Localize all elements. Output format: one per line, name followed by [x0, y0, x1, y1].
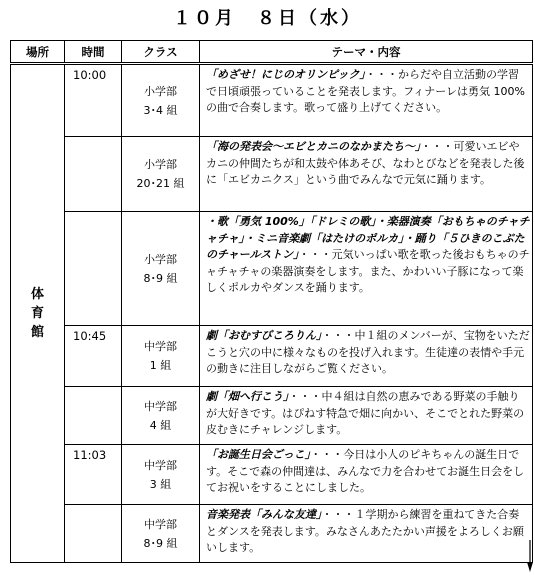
class-group: 8･9 組	[143, 536, 178, 550]
theme-body: ・・・今日は小人のピキちゃんの誕生日です。そこで森の仲間達は、みんなで力を合わせてお誕生日会をしてお祝いをすることにしました。	[206, 448, 525, 494]
class-group: 8･9 組	[143, 271, 178, 285]
schedule-table	[10, 40, 533, 563]
class-group: 4 組	[149, 418, 172, 432]
theme-body: ・・・中４組は自然の恵みである野菜の手触りが大好きです。はぴねす特急で畑に向かい、そこでとれた野菜の皮むきにチャレンジします。	[206, 390, 525, 436]
header-row	[11, 41, 533, 64]
theme-title: 「海の発表会～エビとカニのなかまたち～」	[206, 140, 421, 153]
theme-title: 音楽発表「みんな友達」	[206, 508, 322, 521]
class-cell	[122, 212, 200, 326]
class-cell	[122, 137, 200, 212]
class-group: 3･4 組	[143, 103, 178, 117]
theme-cell	[200, 137, 533, 212]
class-cell	[122, 326, 200, 387]
theme-cell	[200, 387, 533, 445]
location-label: 体 育 館	[30, 287, 44, 340]
class-group: 1 組	[149, 359, 172, 372]
class-group: 3 組	[149, 477, 172, 491]
table-row	[11, 137, 533, 212]
table-row	[11, 212, 533, 326]
table-row	[11, 326, 533, 387]
theme-body: ・・・からだや自立活動の学習で日頃頑張っていることを発表します。フィナーレは勇気 100%の曲で合奏します。歌って盛り上げてください。	[206, 68, 525, 114]
theme-title: ・歌「勇気 100%」「ドレミの歌」・楽器演奏「おもちゃのチャチャチャ」・ミニ音楽劇「はたけのポルカ」・踊り「５ひきのこぶたのチャールストン」	[206, 215, 530, 261]
theme-body: ・・・１学期から練習を重ねてきた合奏とダンスを発表します。みなさんあたたかい声援をよろしくお願いします。	[206, 508, 524, 554]
class-cell	[122, 445, 200, 505]
theme-cell	[200, 326, 533, 387]
theme-cell	[200, 505, 533, 563]
class-cell	[122, 64, 200, 137]
location-cell	[11, 64, 65, 563]
class-group: 20･21 組	[136, 177, 185, 190]
time-cell	[65, 505, 122, 563]
class-cell	[122, 505, 200, 563]
theme-cell	[200, 212, 533, 326]
table-row	[11, 505, 533, 563]
theme-title: 劇「畑へ行こう」	[206, 390, 289, 403]
theme-cell	[200, 64, 533, 137]
time-cell	[65, 387, 122, 445]
class-dept: 中学部	[144, 399, 177, 413]
header-location: 場所	[11, 41, 65, 64]
theme-title: 「お誕生日会ごっこ」	[206, 448, 311, 461]
table-row	[11, 445, 533, 505]
class-dept: 小学部	[144, 158, 177, 171]
class-cell	[122, 387, 200, 445]
header-time: 時間	[65, 41, 122, 64]
header-class: クラス	[122, 41, 200, 64]
theme-title: 「めざせ！にじのオリンピック」	[206, 68, 366, 81]
theme-body: ・・・元気いっぱい歌を歌った後おもちゃのチャチャチャの楽器演奏をします。また、かわいい子豚になって楽しくポルカやダンスを踊ります。	[206, 248, 530, 294]
class-dept: 中学部	[144, 340, 177, 353]
theme-body: ・・・可愛いエビやカニの仲間たちが和太鼓や体あそび、なわとびなどを発表した後に「エビカニクス」という曲でみんなで元気に踊ります。	[206, 140, 525, 186]
class-dept: 小学部	[144, 84, 177, 98]
time-cell: 11:03	[65, 445, 122, 505]
resize-grip-icon[interactable]	[527, 540, 533, 572]
page-title: １０月 ８日（水）	[173, 8, 362, 29]
theme-title: 劇「おむすびころりん」	[206, 329, 322, 342]
time-cell: 10:00	[65, 64, 122, 137]
time-cell	[65, 137, 122, 212]
table-row	[11, 387, 533, 445]
time-cell	[65, 212, 122, 326]
time-cell: 10:45	[65, 326, 122, 387]
header-theme: テーマ・内容	[200, 41, 533, 64]
class-dept: 中学部	[144, 517, 177, 531]
class-dept: 小学部	[144, 252, 177, 266]
class-dept: 中学部	[144, 458, 177, 472]
table-row	[11, 64, 533, 137]
theme-body: ・・・中１組のメンバーが、宝物をいただこうと穴の中に様々なものを投げ入れます。生徒達の表情や手元の動きに注目しながらご覧ください。	[206, 329, 530, 375]
theme-cell	[200, 445, 533, 505]
